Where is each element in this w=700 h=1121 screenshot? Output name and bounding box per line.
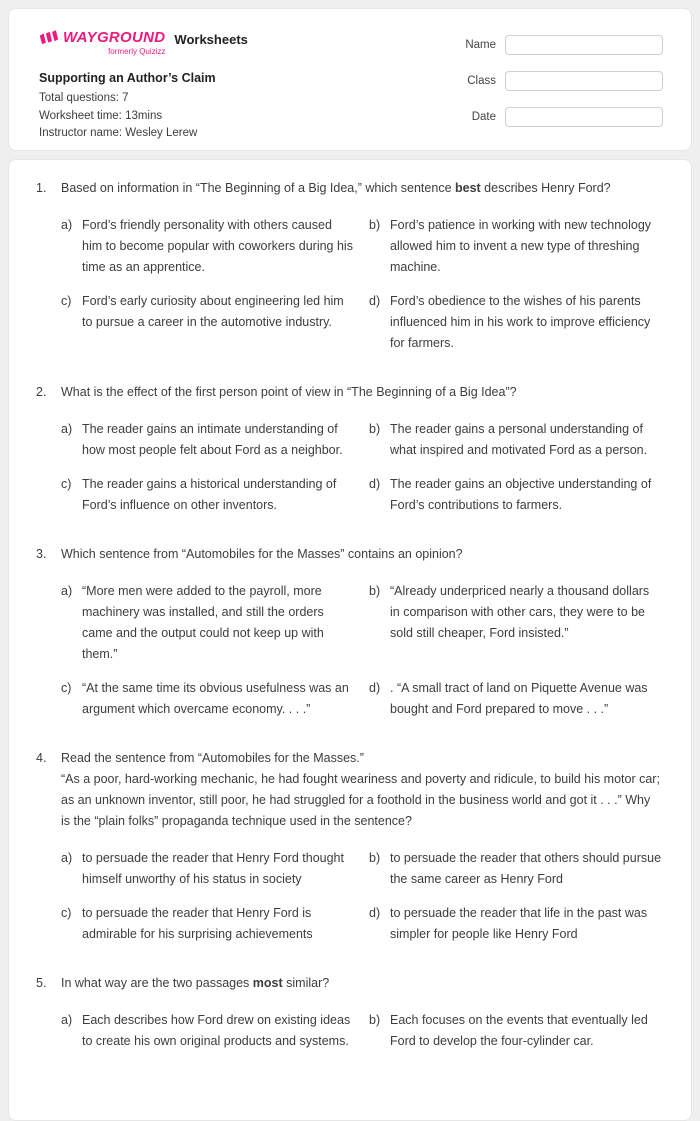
question-block (36, 178, 661, 354)
question-body (61, 973, 661, 1052)
answer-option (369, 291, 661, 354)
option-text: The reader gains an objective understanding of Ford’s contributions to farmers. (390, 477, 652, 512)
option-letter: d) (369, 906, 381, 920)
question-number: 4. (36, 751, 47, 765)
option-text: to persuade the reader that Henry Ford thought himself unworthy of his status in society (82, 851, 344, 886)
instructor-name: Instructor name: Wesley Lerew (39, 127, 198, 139)
question-text-segment: Based on information in “The Beginning of a Big Idea,” which sentence (61, 181, 455, 195)
question-number: 5. (36, 976, 47, 990)
worksheet-title: Supporting an Author’s Claim (39, 71, 216, 85)
option-text: Ford’s friendly personality with others caused him to become popular with coworkers during his time as an apprentice. (82, 218, 353, 274)
question-block (36, 748, 661, 945)
question-text-segment: What is the effect of the first person point of view in “The Beginning of a Big Idea”? (61, 385, 517, 399)
answer-option (61, 474, 353, 516)
option-letter: c) (61, 294, 72, 308)
option-letter: a) (61, 1013, 73, 1027)
worksheet-time: Worksheet time: 13mins (39, 109, 163, 122)
question-text-segment: describes Henry Ford? (480, 181, 611, 195)
date-field-row (465, 107, 663, 127)
question-text-segment: similar? (282, 976, 330, 990)
question-paragraph (61, 973, 661, 994)
question-number: 2. (36, 385, 47, 399)
answer-option (369, 215, 661, 278)
class-input[interactable] (505, 71, 663, 91)
question-text-segment: most (252, 976, 283, 990)
question-block (36, 544, 661, 720)
option-letter: d) (369, 681, 381, 695)
question-number: 1. (36, 181, 47, 195)
brand-tagline: formerly Quizizz (108, 47, 166, 56)
options-grid (61, 215, 661, 354)
option-text: Each describes how Ford drew on existing ideas to create his own original products and systems. (82, 1013, 351, 1048)
question-text-segment: best (455, 181, 481, 195)
question-paragraph (61, 178, 661, 199)
option-letter: b) (369, 584, 381, 598)
option-letter: c) (61, 477, 72, 491)
option-text: “More men were added to the payroll, more machinery was installed, and still the orders came and the output could not keep up with them.” (82, 584, 324, 661)
answer-option (369, 474, 661, 516)
options-grid (61, 419, 661, 516)
name-input[interactable] (505, 35, 663, 55)
answer-option (369, 903, 661, 945)
option-letter: d) (369, 477, 381, 491)
answer-option (61, 678, 353, 720)
worksheet-meta (39, 90, 248, 143)
question-paragraph (61, 544, 661, 565)
answer-option (61, 581, 353, 665)
product-label: Worksheets (174, 32, 248, 47)
option-letter: a) (61, 218, 73, 232)
question-text (61, 544, 661, 565)
option-letter: b) (369, 218, 381, 232)
answer-option (369, 678, 661, 720)
options-grid (61, 1010, 661, 1052)
class-field-row (465, 71, 663, 91)
option-text: . “A small tract of land on Piquette Avenue was bought and Ford prepared to move . . .” (390, 681, 648, 716)
question-block (36, 382, 661, 516)
brand-wordmark: WAYGROUND (63, 29, 166, 46)
question-body (61, 544, 661, 720)
date-input[interactable] (505, 107, 663, 127)
question-text-segment: Read the sentence from “Automobiles for the Masses.” (61, 751, 364, 765)
worksheet-header-card (8, 8, 692, 151)
question-text (61, 748, 661, 832)
question-paragraph (61, 769, 661, 832)
option-text: The reader gains an intimate understanding of how most people felt about Ford as a neighbor. (82, 422, 343, 457)
option-text: to persuade the reader that others should pursue the same career as Henry Ford (390, 851, 662, 886)
name-label: Name (465, 39, 496, 51)
answer-option (61, 419, 353, 461)
answer-option (61, 1010, 353, 1052)
option-letter: c) (61, 906, 72, 920)
question-paragraph (61, 382, 661, 403)
question-body (61, 382, 661, 516)
question-text-segment: Which sentence from “Automobiles for the Masses” contains an opinion? (61, 547, 463, 561)
option-text: Ford’s patience in working with new technology allowed him to invent a new type of threshing machine. (390, 218, 652, 274)
questions-card (8, 159, 692, 1121)
option-letter: b) (369, 851, 381, 865)
question-text-segment: “As a poor, hard-working mechanic, he had fought weariness and poverty and ridicule, to build his motor car; as an unknown inventor, still poor, he had struggled for a foothold in the business world and got it . . .” Why is the “plain folks” propaganda technique used in the sentence? (61, 772, 660, 828)
total-questions: Total questions: 7 (39, 92, 129, 104)
option-letter: a) (61, 422, 73, 436)
answer-option (61, 215, 353, 278)
question-text (61, 973, 661, 994)
options-grid (61, 581, 661, 720)
option-text: Ford’s obedience to the wishes of his parents influenced him in his work to improve efficiency for farmers. (390, 294, 651, 350)
wayground-logo-icon (39, 30, 59, 46)
option-text: Each focuses on the events that eventually led Ford to develop the four-cylinder car. (390, 1013, 648, 1048)
option-text: to persuade the reader that life in the past was simpler for people like Henry Ford (390, 906, 648, 941)
answer-option (61, 903, 353, 945)
question-number: 3. (36, 547, 47, 561)
student-fields (465, 29, 663, 132)
option-letter: a) (61, 584, 73, 598)
answer-option (369, 848, 661, 890)
answer-option (369, 419, 661, 461)
option-text: The reader gains a historical understanding of Ford’s influence on other inventors. (82, 477, 337, 512)
option-text: “Already underpriced nearly a thousand dollars in comparison with other cars, they were to be sold still cheaper, Ford insisted.” (390, 584, 650, 640)
header-left (39, 29, 248, 139)
option-letter: c) (61, 681, 72, 695)
date-label: Date (471, 111, 496, 123)
option-text: The reader gains a personal understanding of what inspired and motivated Ford as a person. (390, 422, 648, 457)
question-text (61, 382, 661, 403)
name-field-row (465, 35, 663, 55)
class-label: Class (467, 75, 496, 87)
answer-option (369, 1010, 661, 1052)
option-letter: b) (369, 1013, 381, 1027)
option-text: Ford’s early curiosity about engineering led him to pursue a career in the automotive industry. (82, 294, 344, 329)
answer-option (369, 581, 661, 665)
options-grid (61, 848, 661, 945)
question-text-segment: In what way are the two passages (61, 976, 253, 990)
answer-option (61, 291, 353, 354)
question-body (61, 748, 661, 945)
question-block (36, 973, 661, 1052)
question-text (61, 178, 661, 199)
answer-option (61, 848, 353, 890)
wayground-logo (39, 29, 165, 56)
option-text: to persuade the reader that Henry Ford is admirable for his surprising achievements (82, 906, 313, 941)
option-letter: d) (369, 294, 381, 308)
option-text: “At the same time its obvious usefulness was an argument which overcame economy. . . .” (82, 681, 349, 716)
brand-row (39, 29, 248, 56)
question-body (61, 178, 661, 354)
option-letter: b) (369, 422, 381, 436)
question-paragraph (61, 748, 661, 769)
option-letter: a) (61, 851, 73, 865)
